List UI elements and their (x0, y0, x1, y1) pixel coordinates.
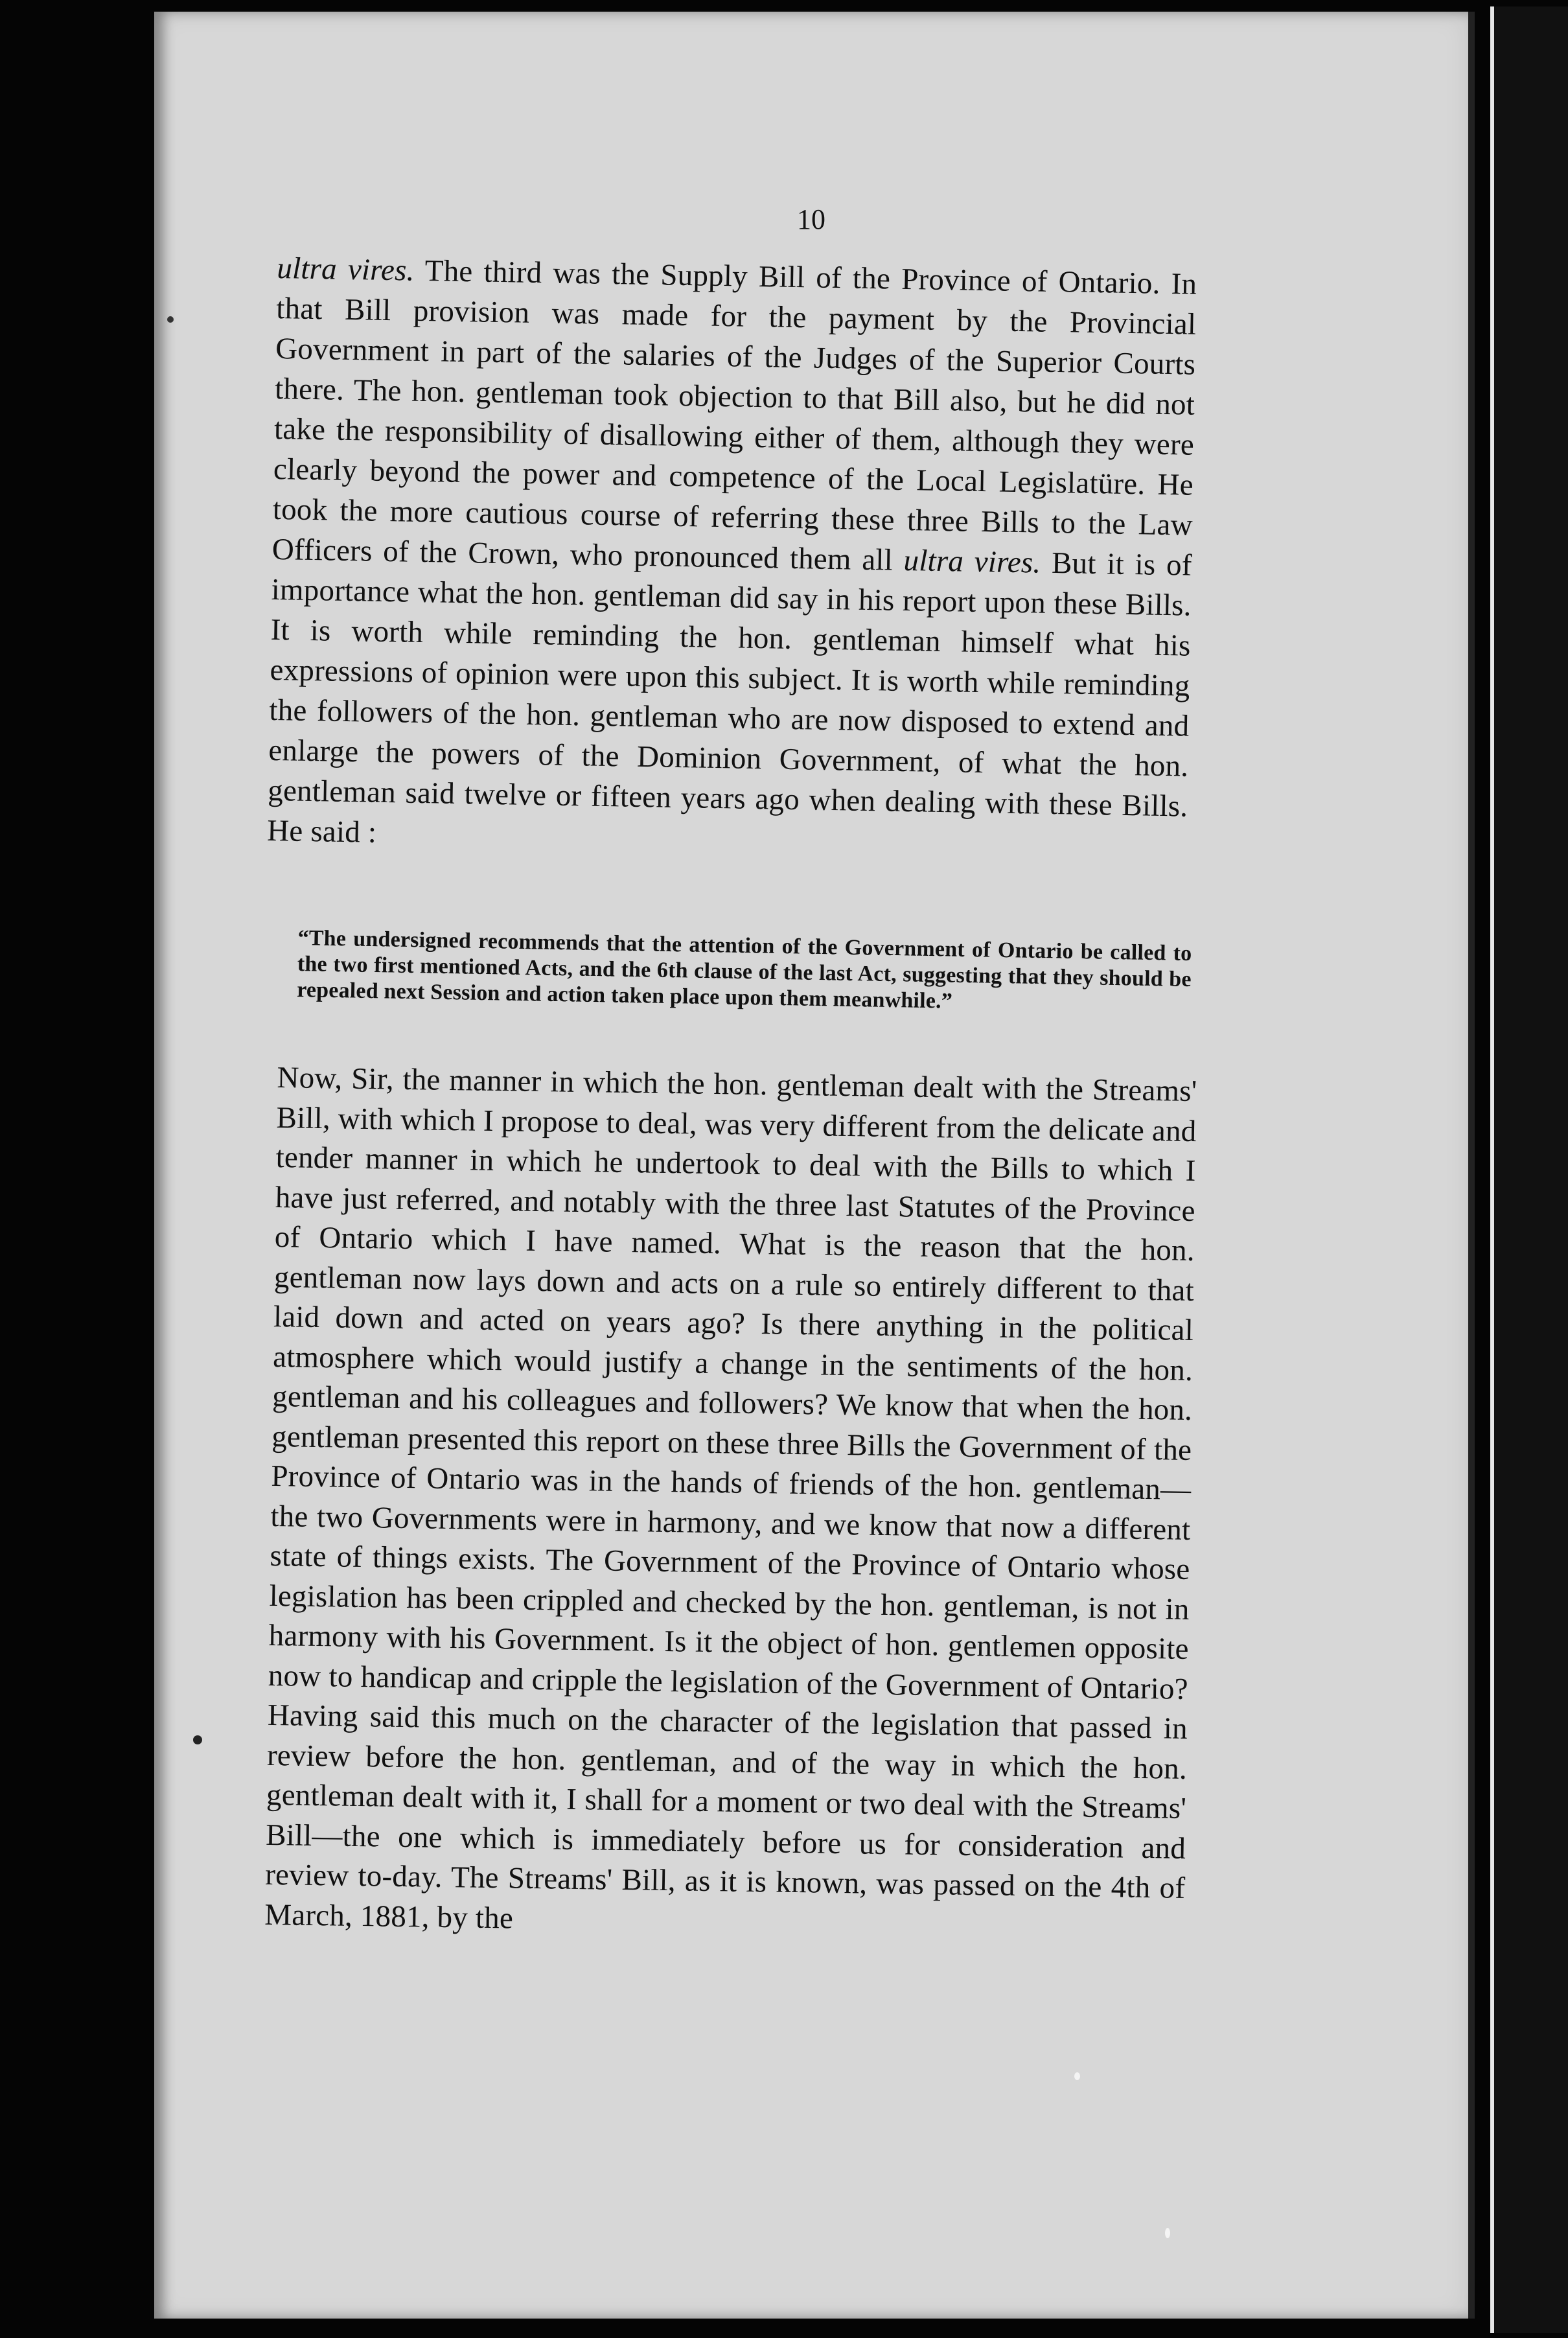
book-page (154, 12, 1475, 2319)
block-quotation: “The undersigned recommends that the attention of the Government of Ontario be called to the two first mentioned Acts, and the 6th clause of the last Act, suggesting that they should be repealed next Session and action taken place upon them meanwhile.” (296, 925, 1192, 1013)
italic-phrase: ultra vires. (903, 543, 1041, 580)
adjacent-page-edge (1490, 6, 1568, 2333)
paragraph-text: The third was the Supply Bill of the Province of Ontario. In that Bill provision was made for the payment by the Provincial Government in part of the salaries of the Judges of the Superior Courts there. The hon. gentleman took objection to that Bill also, but he did not take the responsibility of disallowing either of them, although they were clearly beyond the power and competence of the Local Legislatüre. He took the more cautious course of referring these three Bills to the Law Officers of the Crown, who pronounced them all (271, 253, 1197, 577)
paragraph-text: But it is of importance what the hon. gentleman did say in his report upon these Bills. It is worth while reminding the hon. gentleman himself what his expressions of opinion were upon this subject. It is worth while reminding the followers of the hon. gentleman who are now disposed to extend and enlarge the powers of the Dominion Government, of what the hon. gentleman said twelve or fifteen years ago when dealing with these Bills. He said : (266, 546, 1193, 850)
scan-speck (167, 316, 174, 323)
scan-speck (1165, 2228, 1170, 2238)
body-paragraph-2: Now, Sir, the manner in which the hon. gentleman dealt with the Streams' Bill, with which I propose to deal, was very different from the delicate and tender manner in which he undertook to deal with the Bills to which I have just referred, and notably with the three last Statutes of the Province of Ontario which I have named. What is the reason that the hon. gentleman now lays down and acts on a rule so entirely different to that laid down and acted on years ago? Is there anything in the political atmosphere which would justify a change in the sentiments of the hon. gentleman and his colleagues and followers? We know that when the hon. gentleman presented this report on these three Bills the Government of the Province of Ontario was in the hands of friends of the hon. gentleman—the two Governments were in harmony, and we know that now a different state of things exists. The Government of the Province of Ontario whose legislation has been crippled and checked by the hon. gentleman, is not in harmony with his Government. Is it the object of hon. gentlemen opposite now to handicap and cripple the legislation of the Government of Ontario? Having said this much on the character of the legislation that passed in review before the hon. gentleman, and of the way in which the hon. gentleman dealt with it, I shall for a moment or two deal with the Streams' Bill—the one which is immediately before us for consideration and review to-day. The Streams' Bill, as it is known, was passed on the 4th of March, 1881, by the (264, 1060, 1197, 1936)
scan-speck (193, 1735, 202, 1744)
body-paragraph-1 (267, 248, 1197, 867)
scan-speck (1074, 2072, 1080, 2080)
page-number: 10 (797, 203, 825, 235)
italic-phrase: ultra vires. (277, 251, 415, 288)
